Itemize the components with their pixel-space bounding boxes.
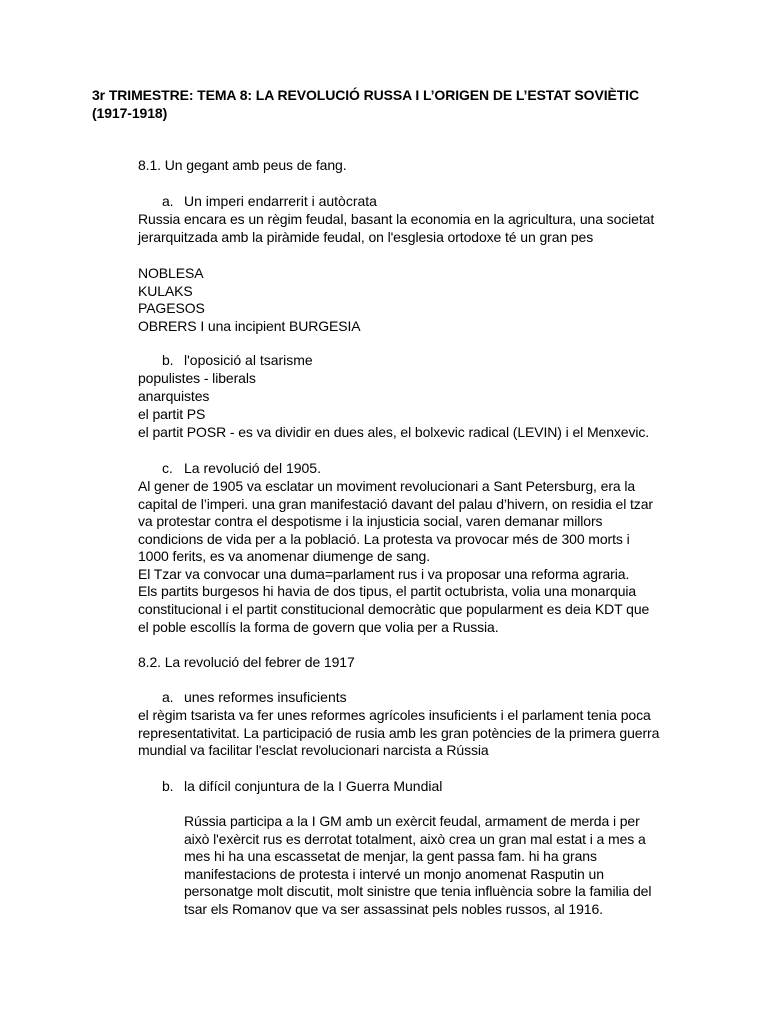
list-marker-a: a. [162, 689, 174, 705]
paragraph-line: mes hi ha una escassetat de menjar, la gent passa fam. hi ha grans [184, 848, 597, 864]
paragraph-line: manifestacions de protesta i intervé un monjo anomenat Rasputin un [184, 866, 604, 882]
paragraph-line: el partit POSR - es va dividir en dues ales, el bolxevic radical (LEVIN) i el Menxevic. [138, 424, 650, 440]
paragraph-line: anarquistes [138, 388, 210, 404]
document-title-line-1: 3r TRIMESTRE: TEMA 8: LA REVOLUCIÓ RUSSA I L’ORIGEN DE L’ESTAT SOVIÈTIC [92, 87, 639, 103]
class-list-item: NOBLESA [138, 265, 204, 281]
class-list-item: OBRERS I una incipient BURGESIA [138, 318, 361, 334]
subsection-a-heading: Un imperi endarrerit i autòcrata [184, 193, 377, 209]
paragraph-line: condicions de vida per a la població. La protesta va provocar més de 300 morts i [138, 531, 630, 547]
paragraph-line: jerarquitzada amb la piràmide feudal, on l'esglesia ortodoxe té un gran pes [138, 229, 594, 245]
subsection-a-heading: unes reformes insuficients [184, 689, 347, 705]
paragraph-line: tsar els Romanov que va ser assassinat pels nobles russos, al 1916. [184, 901, 603, 917]
class-list-item: KULAKS [138, 283, 193, 299]
paragraph-line: Els partits burgesos hi havia de dos tipus, el partit octubrista, volia una monarquia [138, 583, 637, 599]
paragraph-line: capital de l’imperi. una gran manifestació davant del palau d’hivern, on residia el tzar [138, 496, 653, 512]
subsection-b-heading: l'oposició al tsarisme [184, 352, 313, 368]
list-marker-b: b. [162, 778, 174, 794]
list-marker-c: c. [162, 460, 173, 476]
paragraph-line: personatge molt discutit, molt sinistre que tenia influència sobre la familia del [184, 883, 652, 899]
paragraph-line: constitucional i el partit constitucional democràtic que popularment es deia KDT que [138, 601, 650, 617]
paragraph-line: 1000 ferits, es va anomenar diumenge de sang. [138, 548, 431, 564]
class-list-item: PAGESOS [138, 300, 205, 316]
paragraph-line: va protestar contra el despotisme i la injusticia social, varen demanar millors [138, 513, 603, 529]
paragraph-line: això l'exèrcit rus es derrotat totalment, això crea un gran mal estat i a mes a [184, 831, 646, 847]
paragraph-line: el partit PS [138, 406, 206, 422]
paragraph-line: el règim tsarista va fer unes reformes agrícoles insuficients i el parlament tenia poca [138, 707, 651, 723]
paragraph-line: mundial va facilitar l'esclat revolucionari narcista a Rússia [138, 742, 489, 758]
paragraph-line: Rússia participa a la I GM amb un exèrcit feudal, armament de merda i per [184, 813, 640, 829]
subsection-b-heading: la difícil conjuntura de la I Guerra Mundial [184, 778, 443, 794]
document-title-line-2: (1917-1918) [92, 105, 168, 121]
paragraph-line: el poble escollís la forma de govern que volia per a Russia. [138, 619, 499, 635]
paragraph-line: representativitat. La participació de rusia amb les gran potències de la primera guerra [138, 725, 660, 741]
paragraph-line: Russia encara es un règim feudal, basant la economia en la agricultura, una societat [138, 211, 655, 227]
subsection-c-heading: La revolució del 1905. [184, 460, 321, 476]
list-marker-a: a. [162, 193, 174, 209]
paragraph-line: Al gener de 1905 va esclatar un moviment revolucionari a Sant Petersburg, era la [138, 478, 636, 494]
section-8-1-heading: 8.1. Un gegant amb peus de fang. [138, 157, 347, 173]
paragraph-line: El Tzar va convocar una duma=parlament rus i va proposar una reforma agraria. [138, 566, 630, 582]
paragraph-line: populistes - liberals [138, 370, 256, 386]
list-marker-b: b. [162, 352, 174, 368]
section-8-2-heading: 8.2. La revolució del febrer de 1917 [138, 654, 355, 670]
